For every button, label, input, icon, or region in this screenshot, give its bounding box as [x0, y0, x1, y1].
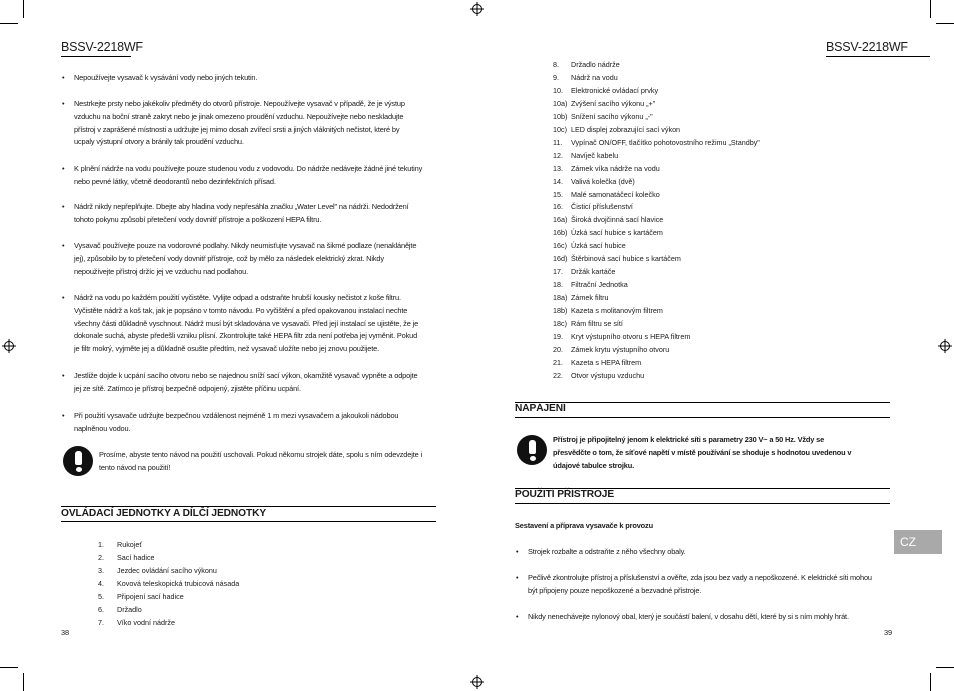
- bullet-text-line: K plnění nádrže na vodu používejte pouze studenou vodu z vodovodu. Do nádrže nedávejte žádné jiné tekutiny: [74, 164, 423, 173]
- part-label: Otvor výstupu vzduchu: [571, 370, 645, 380]
- bullet-dot: •: [62, 411, 65, 420]
- bullet-text-line: vzduchu na boční straně zakryt nebo je jinak omezeno proudění vzduchu. Nepoužívejte nebo neskladujte: [74, 111, 404, 121]
- bullet-dot: •: [62, 371, 65, 380]
- crop-mark: [23, 0, 24, 18]
- bullet-text-line: Nádrž nikdy nepřeplňujte. Dbejte aby hladina vody nepřesáhla značku „Water Level" na nádrži. Nedodržení: [74, 202, 409, 211]
- part-label: Kazeta s HEPA filtrem: [571, 357, 642, 367]
- part-label: Držák kartáče: [571, 267, 616, 277]
- section-rule: [515, 417, 890, 418]
- part-number: 14.: [553, 176, 563, 186]
- bullet-dot: •: [62, 241, 65, 250]
- part-label: Nádrž na vodu: [571, 72, 618, 82]
- part-label: Čisticí příslušenství: [571, 202, 633, 212]
- part-number: 10b): [553, 111, 568, 121]
- part-label: LED displej zobrazující sací výkon: [571, 124, 681, 134]
- part-number: 19.: [553, 331, 563, 341]
- warning-exclamation-icon: [63, 446, 93, 476]
- bullet-text-line: být připojeny pouze nepoškozené a bezvadné přístroje.: [528, 585, 702, 595]
- part-number: 11.: [553, 137, 563, 147]
- language-tab: CZ: [894, 530, 942, 554]
- bullet-text-line: nepoužívejte přístroj držíc jej ve vzduchu nad podlahou.: [74, 266, 249, 276]
- note-line: přesvědčte o tom, že síťové napětí v místě používání se shoduje s hodnotou uvedenou v: [553, 447, 852, 457]
- part-number: 7.: [98, 617, 104, 627]
- bullet-dot: •: [62, 73, 65, 82]
- part-number: 21.: [553, 357, 563, 367]
- bullet-text-line: přístroj v zaprášené místnosti a udržujte jej mimo dosah zvířecí srsti a jiných vláknitých nečistot, které by: [74, 124, 400, 134]
- subheading-assembly: Sestavení a příprava vysavače k provozu: [515, 521, 653, 530]
- part-number: 20.: [553, 344, 563, 354]
- crop-mark: [0, 667, 18, 668]
- note-line: tento návod na použití!: [99, 462, 171, 472]
- bullet-text-line: naplněnou vodou.: [74, 423, 131, 433]
- note-line: Přístroj je připojitelný jenom k elektrické síti s parametry 230 V~ a 50 Hz. Vždy se: [553, 435, 825, 444]
- bullet-dot: •: [62, 202, 65, 211]
- bullet-text-line: ucpaly výstupní otvory a bránily tak proudění vzduchu.: [74, 137, 244, 147]
- crop-mark: [936, 667, 954, 668]
- registration-mark-icon: [470, 2, 484, 16]
- warning-exclamation-icon: [517, 435, 547, 465]
- page-number-left: 38: [61, 628, 69, 637]
- note-line: Prosíme, abyste tento návod na použití uschovali. Pokud někomu strojek dáte, spolu s ním odevzdejte i: [99, 450, 422, 459]
- part-number: 10a): [553, 98, 568, 108]
- part-number: 16.: [553, 202, 563, 212]
- part-number: 2.: [98, 552, 104, 562]
- part-label: Zámek krytu výstupního otvoru: [571, 344, 670, 354]
- bullet-text-line: Nepoužívejte vysavač k vysávání vody nebo jiných tekutin.: [74, 73, 258, 82]
- crop-mark: [0, 23, 18, 24]
- bullet-text-line: Nestrkejte prsty nebo jakékoliv předměty do otvorů přístroje. Nepoužívejte vysavač v případě, že je výstup: [74, 99, 405, 108]
- bullet-text-line: tohoto pokynu způsobí přetečení vody dovnitř přístroje a poškození HEPA filtru.: [74, 214, 322, 224]
- crop-mark: [930, 0, 931, 18]
- part-number: 17.: [553, 267, 563, 277]
- bullet-dot: •: [62, 99, 65, 108]
- bullet-dot: •: [516, 612, 519, 621]
- header-rule: [61, 56, 131, 57]
- section-title-power: NAPÁJENÍ: [515, 403, 566, 414]
- part-number: 9.: [553, 72, 559, 82]
- note-line: údajové tabulce strojku.: [553, 460, 635, 470]
- part-label: Navíječ kabelu: [571, 150, 619, 160]
- part-number: 18b): [553, 306, 568, 316]
- bullet-dot: •: [62, 293, 65, 302]
- part-label: Držadlo nádrže: [571, 60, 620, 69]
- part-number: 13.: [553, 163, 563, 173]
- registration-mark-icon: [938, 339, 952, 353]
- part-label: Připojení sací hadice: [117, 591, 184, 601]
- part-number: 1.: [98, 540, 104, 549]
- part-number: 8.: [553, 60, 559, 69]
- bullet-text-line: Vyčistěte nádrž a koš tak, jak je popsáno v tomto návodu. Po vyčištění a před opakovanou instalací nechte: [74, 305, 408, 315]
- part-number: 12.: [553, 150, 563, 160]
- bullet-text-line: nebo pevné látky, včetně deodorantů nebo dezinfekčních přísad.: [74, 176, 276, 186]
- bullet-text-line: Strojek rozbalte a odstraňte z něho všechny obaly.: [528, 547, 686, 556]
- part-number: 15.: [553, 189, 563, 199]
- part-label: Kryt výstupního otvoru s HEPA filtrem: [571, 331, 691, 341]
- crop-mark: [936, 23, 954, 24]
- part-label: Široká dvojčinná sací hlavice: [571, 215, 664, 225]
- part-number: 6.: [98, 604, 104, 614]
- section-rule: [61, 521, 436, 522]
- part-number: 18a): [553, 293, 568, 303]
- bullet-text-line: jej), způsobilo by to přetečení vody dovnitř přístroje, což by mělo za následek elektrický zkrat. Nikdy: [74, 253, 384, 263]
- part-label: Kazeta s molitanovým filtrem: [571, 306, 663, 316]
- part-label: Zámek filtru: [571, 293, 609, 303]
- part-number: 10.: [553, 85, 563, 95]
- part-label: Jezdec ovládání sacího výkonu: [117, 565, 217, 575]
- part-label: Zámek víka nádrže na vodu: [571, 163, 660, 173]
- page-number-right: 39: [884, 628, 892, 637]
- registration-mark-icon: [2, 339, 16, 353]
- crop-mark: [23, 673, 24, 691]
- part-label: Víko vodní nádrže: [117, 617, 175, 627]
- part-number: 5.: [98, 591, 104, 601]
- power-warning-note: [553, 434, 851, 472]
- part-label: Elektronické ovládací prvky: [571, 85, 659, 95]
- section-title-controls: OVLÁDACÍ JEDNOTKY A DÍLČÍ JEDNOTKY: [61, 508, 267, 519]
- warning-note: [99, 449, 422, 475]
- part-label: Valivá kolečka (dvě): [571, 176, 635, 186]
- page-header-model: BSSV-2218WF: [61, 40, 143, 54]
- crop-mark: [930, 673, 931, 691]
- bullet-text-line: Nikdy nenechávejte nylonový obal, který je součástí balení, v dosahu dětí, které by si s ním mohly hrát.: [528, 612, 849, 621]
- part-number: 4.: [98, 578, 104, 588]
- part-number: 16b): [553, 228, 568, 238]
- bullet-text-line: všechny části důkladně vyschnout. Nádrž musí být skladována ve vysavači. Před její instalací se ujistěte, že je: [74, 318, 419, 328]
- bullet-text-line: je filtr mokrý, vyjměte jej a důkladně osušte předtím, než vysavač uložíte nebo jej znovu použijete.: [74, 344, 380, 354]
- part-label: Filtrační Jednotka: [571, 280, 628, 290]
- bullet-dot: •: [516, 573, 519, 582]
- part-number: 10c): [553, 124, 567, 134]
- part-number: 3.: [98, 565, 104, 575]
- section-title-usage: POUŽITÍ PŘÍSTROJE: [515, 489, 615, 500]
- part-number: 22.: [553, 370, 563, 380]
- bullet-text-line: Pečlivě zkontrolujte přístroj a příslušenství a ověřte, zda jsou bez vady a nepoškozené. K elektrické síti mohou: [528, 573, 872, 582]
- page-header-model: BSSV-2218WF: [826, 40, 908, 54]
- section-rule: [61, 506, 436, 507]
- part-label: Snížení sacího výkonu „-": [571, 111, 653, 121]
- part-label: Rukojeť: [117, 540, 143, 549]
- bullet-dot: •: [62, 164, 65, 173]
- section-rule: [515, 503, 890, 504]
- bullet-dot: •: [516, 547, 519, 556]
- part-number: 18c): [553, 319, 567, 328]
- part-number: 16c): [553, 241, 567, 251]
- part-number: 16d): [553, 254, 568, 264]
- part-label: Držadlo: [117, 604, 142, 614]
- header-rule: [826, 56, 930, 57]
- part-label: Malé samonatáčecí kolečko: [571, 189, 660, 199]
- part-label: Sací hadice: [117, 552, 155, 562]
- bullet-text-line: Jestliže dojde k ucpání sacího otvoru nebo se najednou sníží sací výkon, okamžitě vysavač vypněte a odpojte: [74, 371, 418, 380]
- registration-mark-icon: [470, 675, 484, 689]
- part-number: 16a): [553, 215, 568, 225]
- section-rule: [515, 402, 890, 403]
- bullet-text-line: Nádrž na vodu po každém použití vyčistěte. Vylijte odpad a odstraňte hrubší kousky nečistot z koše filtru.: [74, 293, 401, 302]
- bullet-text-line: jej ze sítě. Zatímco je přístroj bezpečně odpojený, zjistěte příčinu ucpání.: [74, 383, 301, 393]
- bullet-text-line: Při použití vysavače udržujte bezpečnou vzdálenost nejméně 1 m mezi vysavačem a jakoukoli nádobou: [74, 411, 399, 420]
- part-label: Zvýšení sacího výkonu „+": [571, 98, 656, 108]
- part-label: Rám filtru se sítí: [571, 319, 623, 328]
- bullet-text-line: dokonale suchá, abyste předešli vzniku plísní. Zkontrolujte také HEPA filtr zda není potřeba jej vyměnit. Pokud: [74, 331, 418, 341]
- part-label: Úzká sací hubice: [571, 241, 626, 251]
- part-label: Kovová teleskopická trubicová násada: [117, 578, 240, 588]
- part-number: 18.: [553, 280, 563, 290]
- part-label: Úzká sací hubice s kartáčem: [571, 228, 663, 238]
- bullet-text-line: Vysavač používejte pouze na vodorovné podlahy. Nikdy neumisťujte vysavač na šikmé podlaze (nenaklánějte: [74, 241, 417, 250]
- part-label: Vypínač ON/OFF, tlačítko pohotovostního režimu „Standby": [571, 137, 760, 147]
- part-label: Štěrbinová sací hubice s kartáčem: [571, 254, 681, 264]
